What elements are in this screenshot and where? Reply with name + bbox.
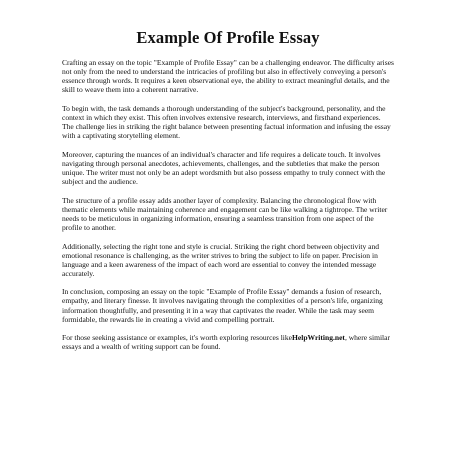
paragraph-conclusion: In conclusion, composing an essay on the topic "Example of Profile Essay" demands a fusion of research, empathy, and literary finesse. It involves navigating through the complexities of a person's life, organizing information thoughtfully, and presenting it in a way that captivates the reader. While the task may seem formidable, the rewards lie in creating a vivid and compelling portrait. xyxy=(62,287,383,324)
paragraph-closing xyxy=(62,333,394,351)
paragraph-background: To begin with, the task demands a thorough understanding of the subject's background, personality, and the context in which they exist. This often involves extensive research, interviews, and firsthand experiences. The challenge lies in striking the right balance between presenting factual information and infusing the essay with a captivating storytelling element. xyxy=(62,103,391,141)
closing-text-after: , where similar essays and a wealth of writing support can be found. xyxy=(62,333,390,352)
helpwriting-link[interactable]: HelpWriting.net xyxy=(292,333,345,343)
paragraph-intro: Crafting an essay on the topic "Example of Profile Essay" can be a challenging endeavor. The difficulty arises not only from the need to understand the intricacies of profiling but also in effectively conveying a person's essence through words. It requires a keen observational eye, the ability to extract meaningful details, and the skill to weave them into a coherent narrative. xyxy=(62,58,394,95)
paragraph-tone: Additionally, selecting the right tone and style is crucial. Striking the right chord between objectivity and emotional resonance is challenging, as the writer strives to bring the subject to life on paper. Precision in language and a keen awareness of the impact of each word are essential to convey the intended message accurately. xyxy=(62,241,380,278)
paragraph-structure: The structure of a profile essay adds another layer of complexity. Balancing the chronological flow with thematic elements while maintaining coherence and engagement can be like walking a tightrope. The writer needs to be meticulous in organizing information, ensuring a seamless transition from one aspect of the profile to another. xyxy=(62,195,388,232)
closing-text-before: For those seeking assistance or examples, it's worth exploring resources like xyxy=(62,333,293,343)
paragraph-character: Moreover, capturing the nuances of an individual's character and life requires a delicate touch. It involves navigating through personal anecdotes, achievements, challenges, and the subtleties that make the person unique. The writer must not only be an adept wordsmith but also possess empathy to truly connect with the subject and the audience. xyxy=(62,149,386,187)
page-title: Example Of Profile Essay xyxy=(136,28,320,47)
